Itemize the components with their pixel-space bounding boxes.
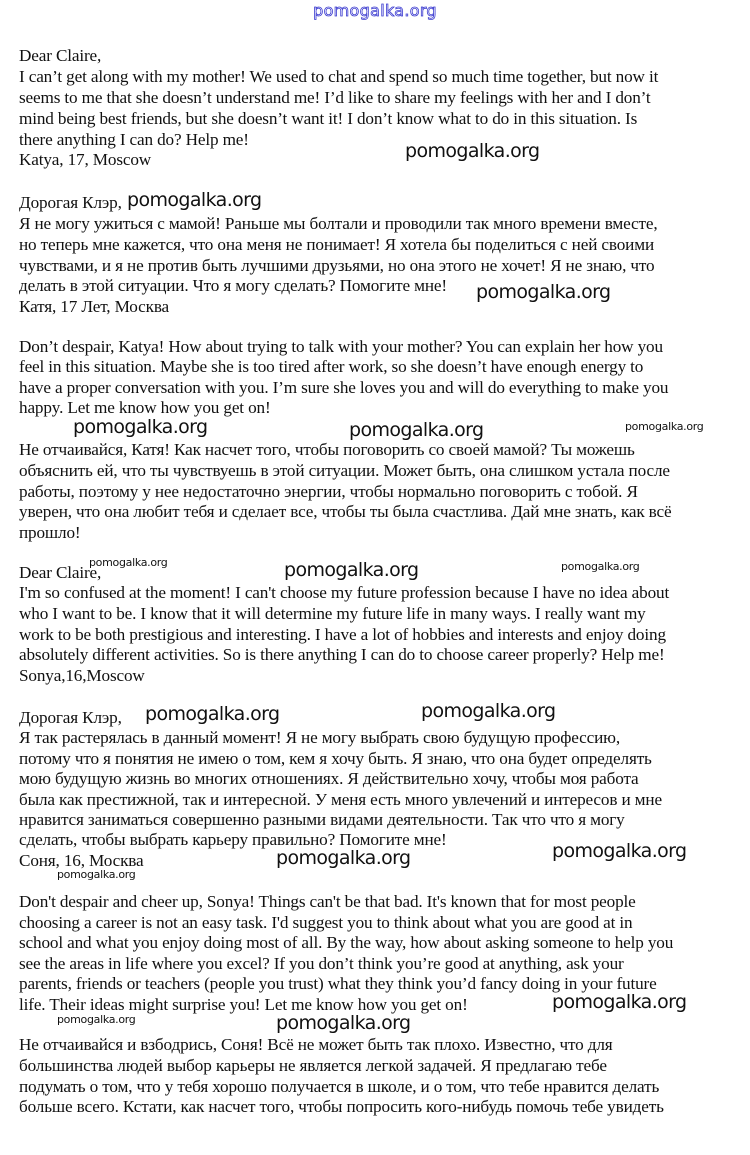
text-line: Don’t despair, Katya! How about trying to talk with your mother? You can explain her how you xyxy=(19,337,663,356)
text-line: there anything I can do? Help me! xyxy=(19,130,249,149)
text-line: Я не могу ужиться с мамой! Раньше мы болтали и проводили так много времени вместе, xyxy=(19,214,658,233)
greeting: Dear Claire, xyxy=(19,563,102,582)
signature: Соня, 16, Москва xyxy=(19,851,144,870)
text-line: who I want to be. I know that it will determine my future life in many ways. I really want my xyxy=(19,604,646,623)
text-line: parents, friends or teachers (people you trust) what they think you’d fancy doing in your future xyxy=(19,974,657,993)
watermark: pomogalka.org xyxy=(561,560,640,573)
text-line: choosing a career is not an easy task. I'd suggest you to think about what you are good at in xyxy=(19,913,633,932)
text-line: потому что я понятия не имею о том, кем я хочу быть. Я знаю, что она будет определять xyxy=(19,749,652,768)
watermark: pomogalka.org xyxy=(57,868,136,881)
text-line: see the areas in life where you excel? If you don’t think you’re good at anything, ask your xyxy=(19,954,624,973)
text-line: сделать, чтобы выбрать карьеру правильно? Помогите мне! xyxy=(19,830,447,849)
text-line: но теперь мне кажется, что она меня не понимает! Я хотела бы поделиться с ней своими xyxy=(19,235,654,254)
text-line: absolutely different activities. So is there anything I can do to choose career properly? Help me! xyxy=(19,645,665,664)
greeting: Dear Claire, xyxy=(19,46,102,65)
watermark: pomogalka.org xyxy=(276,1012,411,1034)
watermark: pomogalka.org xyxy=(552,840,687,862)
text-line: подумать о том, что у тебя хорошо получается в школе, и о том, что тебе нравится делать xyxy=(19,1077,660,1096)
text-line: прошло! xyxy=(19,523,81,542)
signature: Katya, 17, Moscow xyxy=(19,150,152,169)
watermark: pomogalka.org xyxy=(145,703,280,725)
text-line: была как престижной, так и интересной. У меня есть много увлечений и интересов и мне xyxy=(19,790,662,809)
header-watermark: pomogalka.org xyxy=(313,1,437,20)
text-line: больше всего. Кстати, как насчет того, чтобы попросить кого-нибудь помочь тебе увидеть xyxy=(19,1097,664,1116)
watermark: pomogalka.org xyxy=(57,1013,136,1026)
watermark: pomogalka.org xyxy=(276,847,411,869)
text-line: feel in this situation. Maybe she is too tired after work, so she doesn’t have enough energy to xyxy=(19,357,644,376)
watermark: pomogalka.org xyxy=(552,991,687,1013)
watermark: pomogalka.org xyxy=(625,420,704,433)
text-line: уверен, что она любит тебя и сделает все, чтобы ты была счастлива. Дай мне знать, как всё xyxy=(19,502,672,521)
watermark: pomogalka.org xyxy=(127,189,262,211)
watermark: pomogalka.org xyxy=(349,419,484,441)
signature: Катя, 17 Лет, Москва xyxy=(19,297,170,316)
text-line: I can’t get along with my mother! We used to chat and spend so much time together, but now it xyxy=(19,67,659,86)
text-line: school and what you enjoy doing most of all. By the way, how about asking someone to help you xyxy=(19,933,674,952)
watermark: pomogalka.org xyxy=(73,416,208,438)
watermark: pomogalka.org xyxy=(421,700,556,722)
text-line: чувствами, и я не против быть лучшими друзьями, но она этого не хочет! Я не знаю, что xyxy=(19,256,655,275)
watermark: pomogalka.org xyxy=(284,559,419,581)
text-line: Я так растерялась в данный момент! Я не могу выбрать свою будущую профессию, xyxy=(19,728,620,747)
watermark: pomogalka.org xyxy=(89,556,168,569)
text-line: mind being best friends, but she doesn’t want it! I don’t know what to do in this situation. Is xyxy=(19,109,638,128)
text-line: work to be both prestigious and interesting. I have a lot of hobbies and interests and enjoy doing xyxy=(19,625,666,644)
text-line: мою будущую жизнь во многих отношениях. Я действительно хочу, чтобы моя работа xyxy=(19,769,639,788)
text-line: I'm so confused at the moment! I can't choose my future profession because I have no idea about xyxy=(19,583,670,602)
text-line: большинства людей выбор карьеры не является легкой задачей. Я предлагаю тебе xyxy=(19,1056,607,1075)
text-line: have a proper conversation with you. I’m sure she loves you and will do everything to make you xyxy=(19,378,669,397)
watermark: pomogalka.org xyxy=(476,281,611,303)
greeting: Дорогая Клэр, xyxy=(19,193,122,212)
text-line: делать в этой ситуации. Что я могу сделать? Помогите мне! xyxy=(19,276,447,295)
signature: Sonya,16,Moscow xyxy=(19,666,145,685)
text-line: нравится заниматься совершенно разными видами деятельности. Так что что я могу xyxy=(19,810,625,829)
text-line: Не отчаивайся и взбодрись, Соня! Всё не может быть так плохо. Известно, что для xyxy=(19,1035,613,1054)
text-line: Don't despair and cheer up, Sonya! Things can't be that bad. It's known that for most people xyxy=(19,892,636,911)
text-line: happy. Let me know how you get on! xyxy=(19,398,271,417)
text-line: life. Their ideas might surprise you! Let me know how you get on! xyxy=(19,995,468,1014)
text-line: Не отчаивайся, Катя! Как насчет того, чтобы поговорить со своей мамой? Ты можешь xyxy=(19,440,635,459)
text-line: объяснить ей, что ты чувствуешь в этой ситуации. Может быть, она слишком устала после xyxy=(19,461,670,480)
text-line: seems to me that she doesn’t understand me! I’d like to share my feelings with her and I don’t xyxy=(19,88,651,107)
watermark: pomogalka.org xyxy=(405,140,540,162)
greeting: Дорогая Клэр, xyxy=(19,708,122,727)
text-line: работы, поэтому у нее недостаточно энергии, чтобы нормально поговорить с тобой. Я xyxy=(19,482,638,501)
